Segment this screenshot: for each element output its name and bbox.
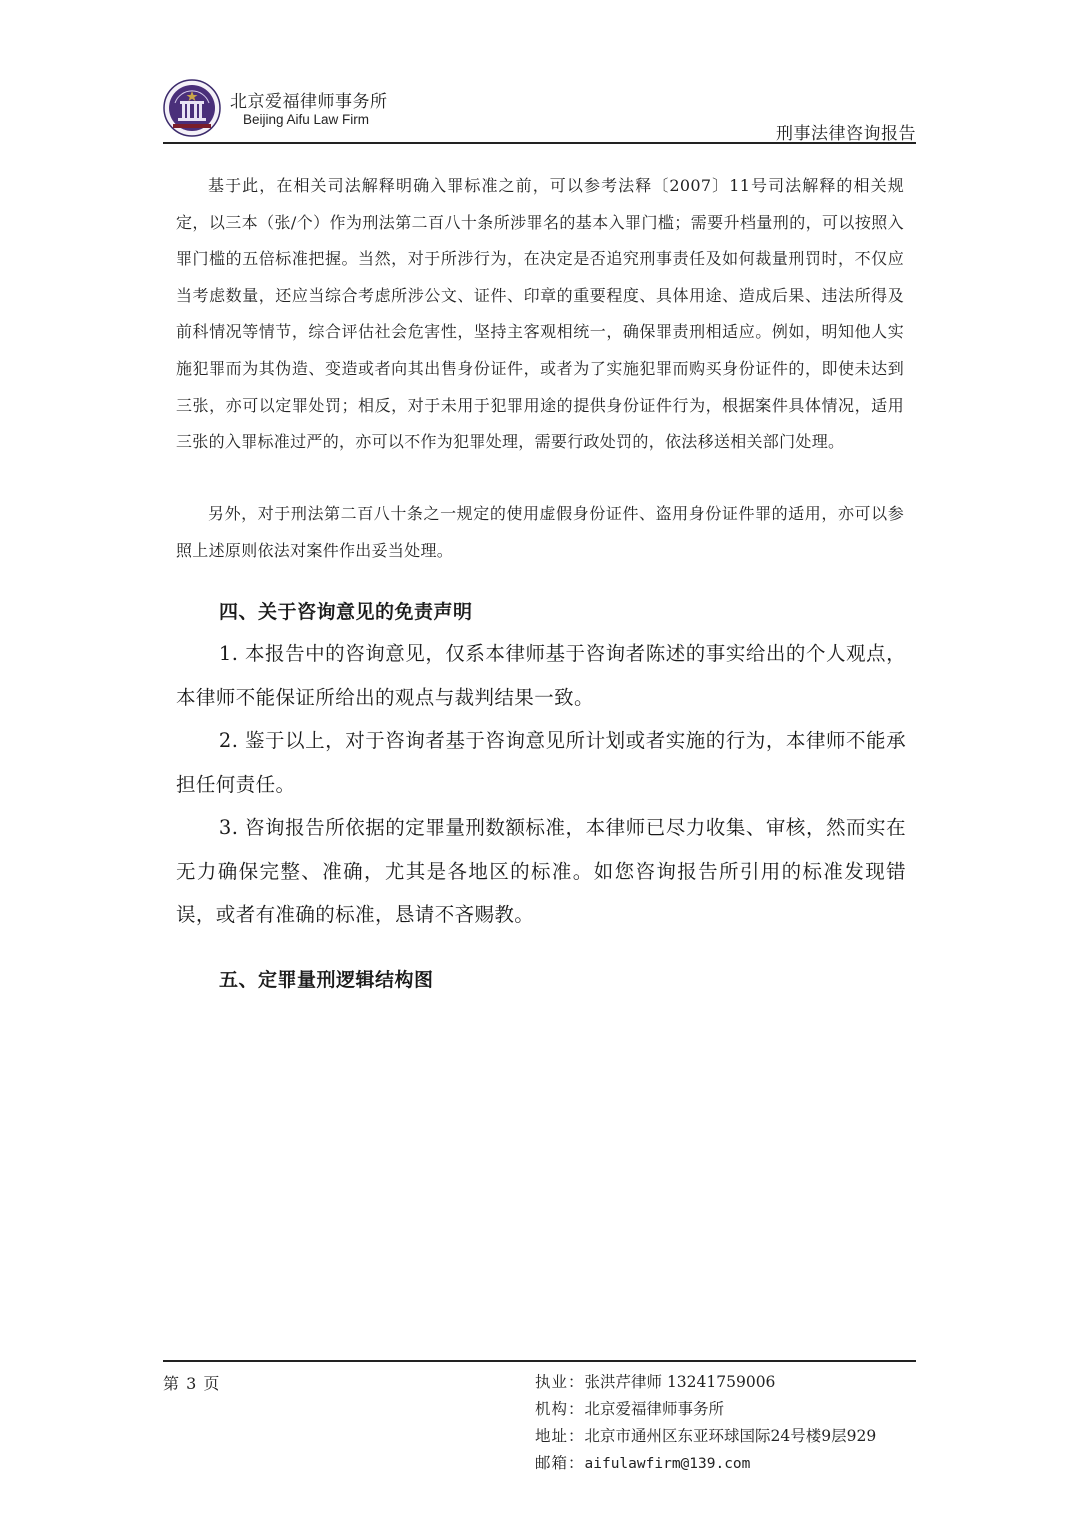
section-5-heading: 五、定罪量刑逻辑结构图 (219, 969, 434, 991)
contact-email (535, 1450, 876, 1477)
contact-address (535, 1423, 876, 1450)
address-label: 地址： (535, 1427, 585, 1445)
practice-label: 执业： (535, 1373, 585, 1391)
firm-name-cn: 北京爱福律师事务所 (230, 92, 388, 112)
email-label: 邮箱： (535, 1454, 585, 1472)
disclaimer-item-3: 3. 咨询报告所依据的定罪量刑数额标准，本律师已尽力收集、审核，然而实在无力确保完整、准确，尤其是各地区的标准。如您咨询报告所引用的标准发现错误，或者有准确的标准，恳请不吝赐教。 (176, 816, 906, 926)
org-value: 北京爱福律师事务所 (584, 1400, 725, 1418)
law-firm-seal-icon (163, 79, 221, 137)
contact-org (535, 1396, 876, 1423)
section-4-heading: 四、关于咨询意见的免责声明 (219, 601, 473, 623)
page-header (163, 76, 916, 142)
firm-name-en: Beijing Aifu Law Firm (243, 112, 370, 127)
body-paragraph-1: 基于此，在相关司法解释明确入罪标准之前，可以参考法释〔2007〕11号司法解释的相关规定，以三本（张/个）作为刑法第二百八十条所涉罪名的基本入罪门槛；需要升档量刑的，可以按照入罪门槛的五倍标准把握。当然，对于所涉行为，在决定是否追究刑事责任及如何裁量刑罚时，不仅应当考虑数量，还应当综合考虑所涉公文、证件、印章的重要程度、具体用途、造成后果、违法所得及前科情况等情节，综合评估社会危害性，坚持主客观相统一，确保罪责刑相适应。例如，明知他人实施犯罪而为其伪造、变造或者向其出售身份证件，或者为了实施犯罪而购买身份证件的，即使未达到三张，亦可以定罪处罚；相反，对于未用于犯罪用途的提供身份证件行为，根据案件具体情况，适用三张的入罪标准过严的，亦可以不作为犯罪处理，需要行政处罚的，依法移送相关部门处理。 (176, 176, 904, 452)
practice-value: 张洪芹律师 13241759006 (584, 1373, 776, 1391)
org-label: 机构： (535, 1400, 585, 1418)
email-value: aifulawfirm@139.com (584, 1456, 751, 1472)
disclaimer-item-2: 2. 鉴于以上，对于咨询者基于咨询意见所计划或者实施的行为，本律师不能承担任何责任。 (176, 729, 906, 796)
page-number: 第 3 页 (163, 1374, 221, 1393)
contact-block (535, 1369, 876, 1477)
report-type-title: 刑事法律咨询报告 (776, 124, 916, 144)
header-divider (163, 142, 916, 144)
address-value: 北京市通州区东亚环球国际24号楼9层929 (584, 1427, 877, 1445)
footer-divider (163, 1360, 916, 1362)
contact-practice (535, 1369, 876, 1396)
disclaimer-item-1: 1. 本报告中的咨询意见，仅系本律师基于咨询者陈述的事实给出的个人观点，本律师不能保证所给出的观点与裁判结果一致。 (176, 642, 906, 709)
body-paragraph-2: 另外，对于刑法第二百八十条之一规定的使用虚假身份证件、盗用身份证件罪的适用，亦可以参照上述原则依法对案件作出妥当处理。 (176, 504, 904, 560)
